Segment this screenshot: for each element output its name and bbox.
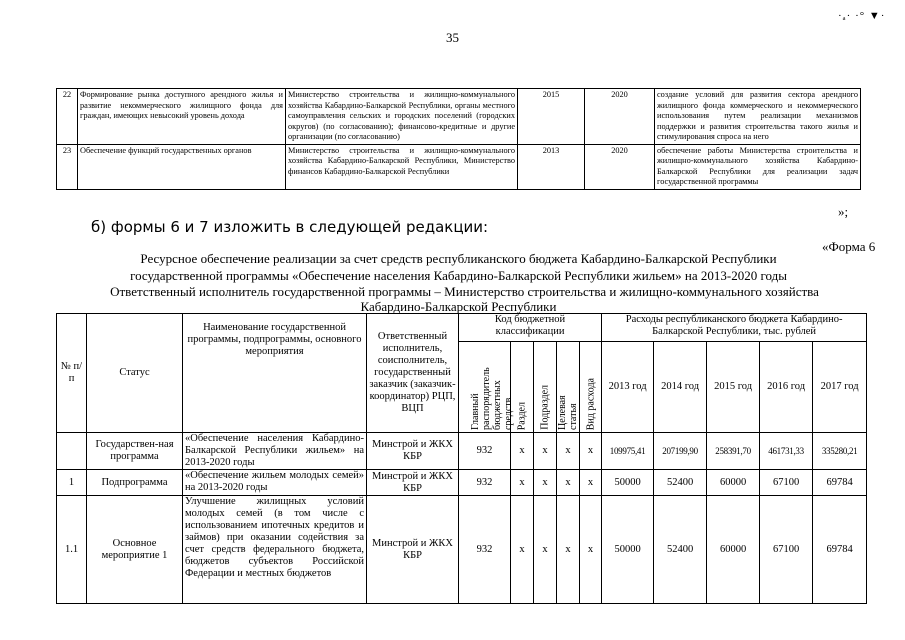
section-heading: б) формы 6 и 7 изложить в следующей редакции:	[91, 218, 489, 236]
cell-value: 52400	[654, 496, 707, 604]
cell-status: Государствен-ная программа	[87, 433, 183, 470]
end-year: 2020	[585, 144, 655, 189]
header-statya: Целевая статья	[557, 395, 579, 430]
header-responsible: Ответственный исполнитель, соисполнитель, государственный заказчик (заказчик-координатор) РЦП, ВЦП	[367, 314, 459, 433]
top-table-row	[57, 144, 861, 189]
header-year: 2014 год	[654, 342, 707, 433]
header-budget-code: Код бюджетной классификации	[459, 314, 602, 342]
header-razdel: Раздел	[516, 401, 528, 430]
measure-name: Обеспечение функций государственных органов	[78, 144, 286, 189]
cell-name: Улучшение жилищных условий молодых семей (в том числе с использованием ипотечных кредитов и займов) при оказании содействия за счет средств федерального бюджета, бюджетов субъектов Российской Федерации и местных бюджетов	[183, 496, 367, 604]
header-num: № п/п	[57, 314, 87, 433]
table-row	[57, 496, 867, 604]
header-status: Статус	[87, 314, 183, 433]
header-year: 2013 год	[602, 342, 654, 433]
cell-num: 1.1	[57, 496, 87, 604]
title-line: Кабардино-Балкарской Республики	[360, 299, 557, 314]
cell-vid: x	[580, 496, 602, 604]
cell-razdel: x	[511, 433, 534, 470]
title-line: Ответственный исполнитель государственной программы – Министерство строительства и жилищно-коммунального хозяйства	[110, 284, 819, 299]
title-line: государственной программы «Обеспечение населения Кабардино-Балкарской Республики жильем» на 2013-2020 годы	[130, 268, 787, 283]
header-vid: Вид расхода	[585, 377, 597, 430]
cell-podrazdel: x	[534, 496, 557, 604]
executor: Министерство строительства и жилищно-коммунального хозяйства Кабардино-Балкарской Республики, Министерство финансов Кабардино-Балкарской Республики	[286, 144, 518, 189]
expected-result: создание условий для развития сектора арендного жилищного фонда коммерческого и некоммерческого использования путем реализации механизмов поддержки и развития строительства такого жилья и стимулирования спроса на него	[655, 89, 861, 145]
header-podrazdel: Подраздел	[539, 385, 551, 430]
row-number: 23	[57, 144, 78, 189]
cell-num	[57, 433, 87, 470]
cell-vid: x	[580, 470, 602, 496]
header-name: Наименование государственной программы, подпрограммы, основного мероприятия	[183, 314, 367, 433]
cell-value: 461731,33	[760, 433, 813, 470]
cell-value: 207199,90	[654, 433, 707, 470]
cell-value: 258391,70	[707, 433, 760, 470]
cell-statya: x	[557, 496, 580, 604]
cell-status: Основное мероприятие 1	[87, 496, 183, 604]
cell-value: 69784	[813, 470, 867, 496]
start-year: 2013	[518, 144, 585, 189]
cell-responsible: Минстрой и ЖКХ КБР	[367, 496, 459, 604]
row-number: 22	[57, 89, 78, 145]
cell-value: 67100	[760, 470, 813, 496]
cell-value: 50000	[602, 496, 654, 604]
cell-razdel: x	[511, 496, 534, 604]
table-row	[57, 433, 867, 470]
header-year: 2015 год	[707, 342, 760, 433]
measure-name: Формирование рынка доступного арендного жилья и развитие некоммерческого жилищного фонда для граждан, имеющих невысокий уровень дохода	[78, 89, 286, 145]
cell-value: 52400	[654, 470, 707, 496]
cell-grbs: 932	[459, 433, 511, 470]
cell-value: 69784	[813, 496, 867, 604]
cell-responsible: Минстрой и ЖКХ КБР	[367, 470, 459, 496]
cell-num: 1	[57, 470, 87, 496]
cell-value: 60000	[707, 496, 760, 604]
expected-result: обеспечение работы Министерства строительства и жилищно-коммунального хозяйства Кабардино-Балкарской Республики для реализации задач государственной программы	[655, 144, 861, 189]
cell-status: Подпрограмма	[87, 470, 183, 496]
cell-value: 50000	[602, 470, 654, 496]
cell-responsible: Минстрой и ЖКХ КБР	[367, 433, 459, 470]
executor: Министерство строительства и жилищно-коммунального хозяйства Кабардино-Балкарской Республики, органы местного самоуправления сельских и городских поселений (городских округов) (по согласованию); финансово-кредитные и другие организации (по согласованию)	[286, 89, 518, 145]
cell-value: 109975,41	[602, 433, 654, 470]
cell-statya: x	[557, 433, 580, 470]
cell-podrazdel: x	[534, 470, 557, 496]
header-year: 2017 год	[813, 342, 867, 433]
cell-vid: x	[580, 433, 602, 470]
cell-name: «Обеспечение жильем молодых семей» на 2013-2020 годы	[183, 470, 367, 496]
cell-statya: x	[557, 470, 580, 496]
resource-table	[56, 313, 867, 604]
cell-podrazdel: x	[534, 433, 557, 470]
corner-mark: ·ₐ· ·° ▼·	[838, 10, 886, 22]
header-expenses: Расходы республиканского бюджета Кабардино-Балкарской Республики, тыс. рублей	[602, 314, 867, 342]
top-table-row	[57, 89, 861, 145]
cell-grbs: 932	[459, 496, 511, 604]
top-table	[56, 88, 861, 190]
cell-grbs: 932	[459, 470, 511, 496]
form-label: «Форма 6	[822, 239, 876, 254]
header-year: 2016 год	[760, 342, 813, 433]
header-grbs: Главный распорядитель бюджетных средств	[469, 367, 514, 430]
page-number: 35	[446, 30, 459, 45]
title-line: Ресурсное обеспечение реализации за счет средств республиканского бюджета Кабардино-Балкарской Республики	[140, 251, 777, 266]
cell-name: «Обеспечение населения Кабардино-Балкарской Республики жильем» на 2013-2020 годы	[183, 433, 367, 470]
cell-razdel: x	[511, 470, 534, 496]
table-row	[57, 470, 867, 496]
cell-value: 67100	[760, 496, 813, 604]
cell-value: 60000	[707, 470, 760, 496]
close-quote: »;	[838, 204, 849, 219]
end-year: 2020	[585, 89, 655, 145]
cell-value: 335280,21	[813, 433, 867, 470]
start-year: 2015	[518, 89, 585, 145]
